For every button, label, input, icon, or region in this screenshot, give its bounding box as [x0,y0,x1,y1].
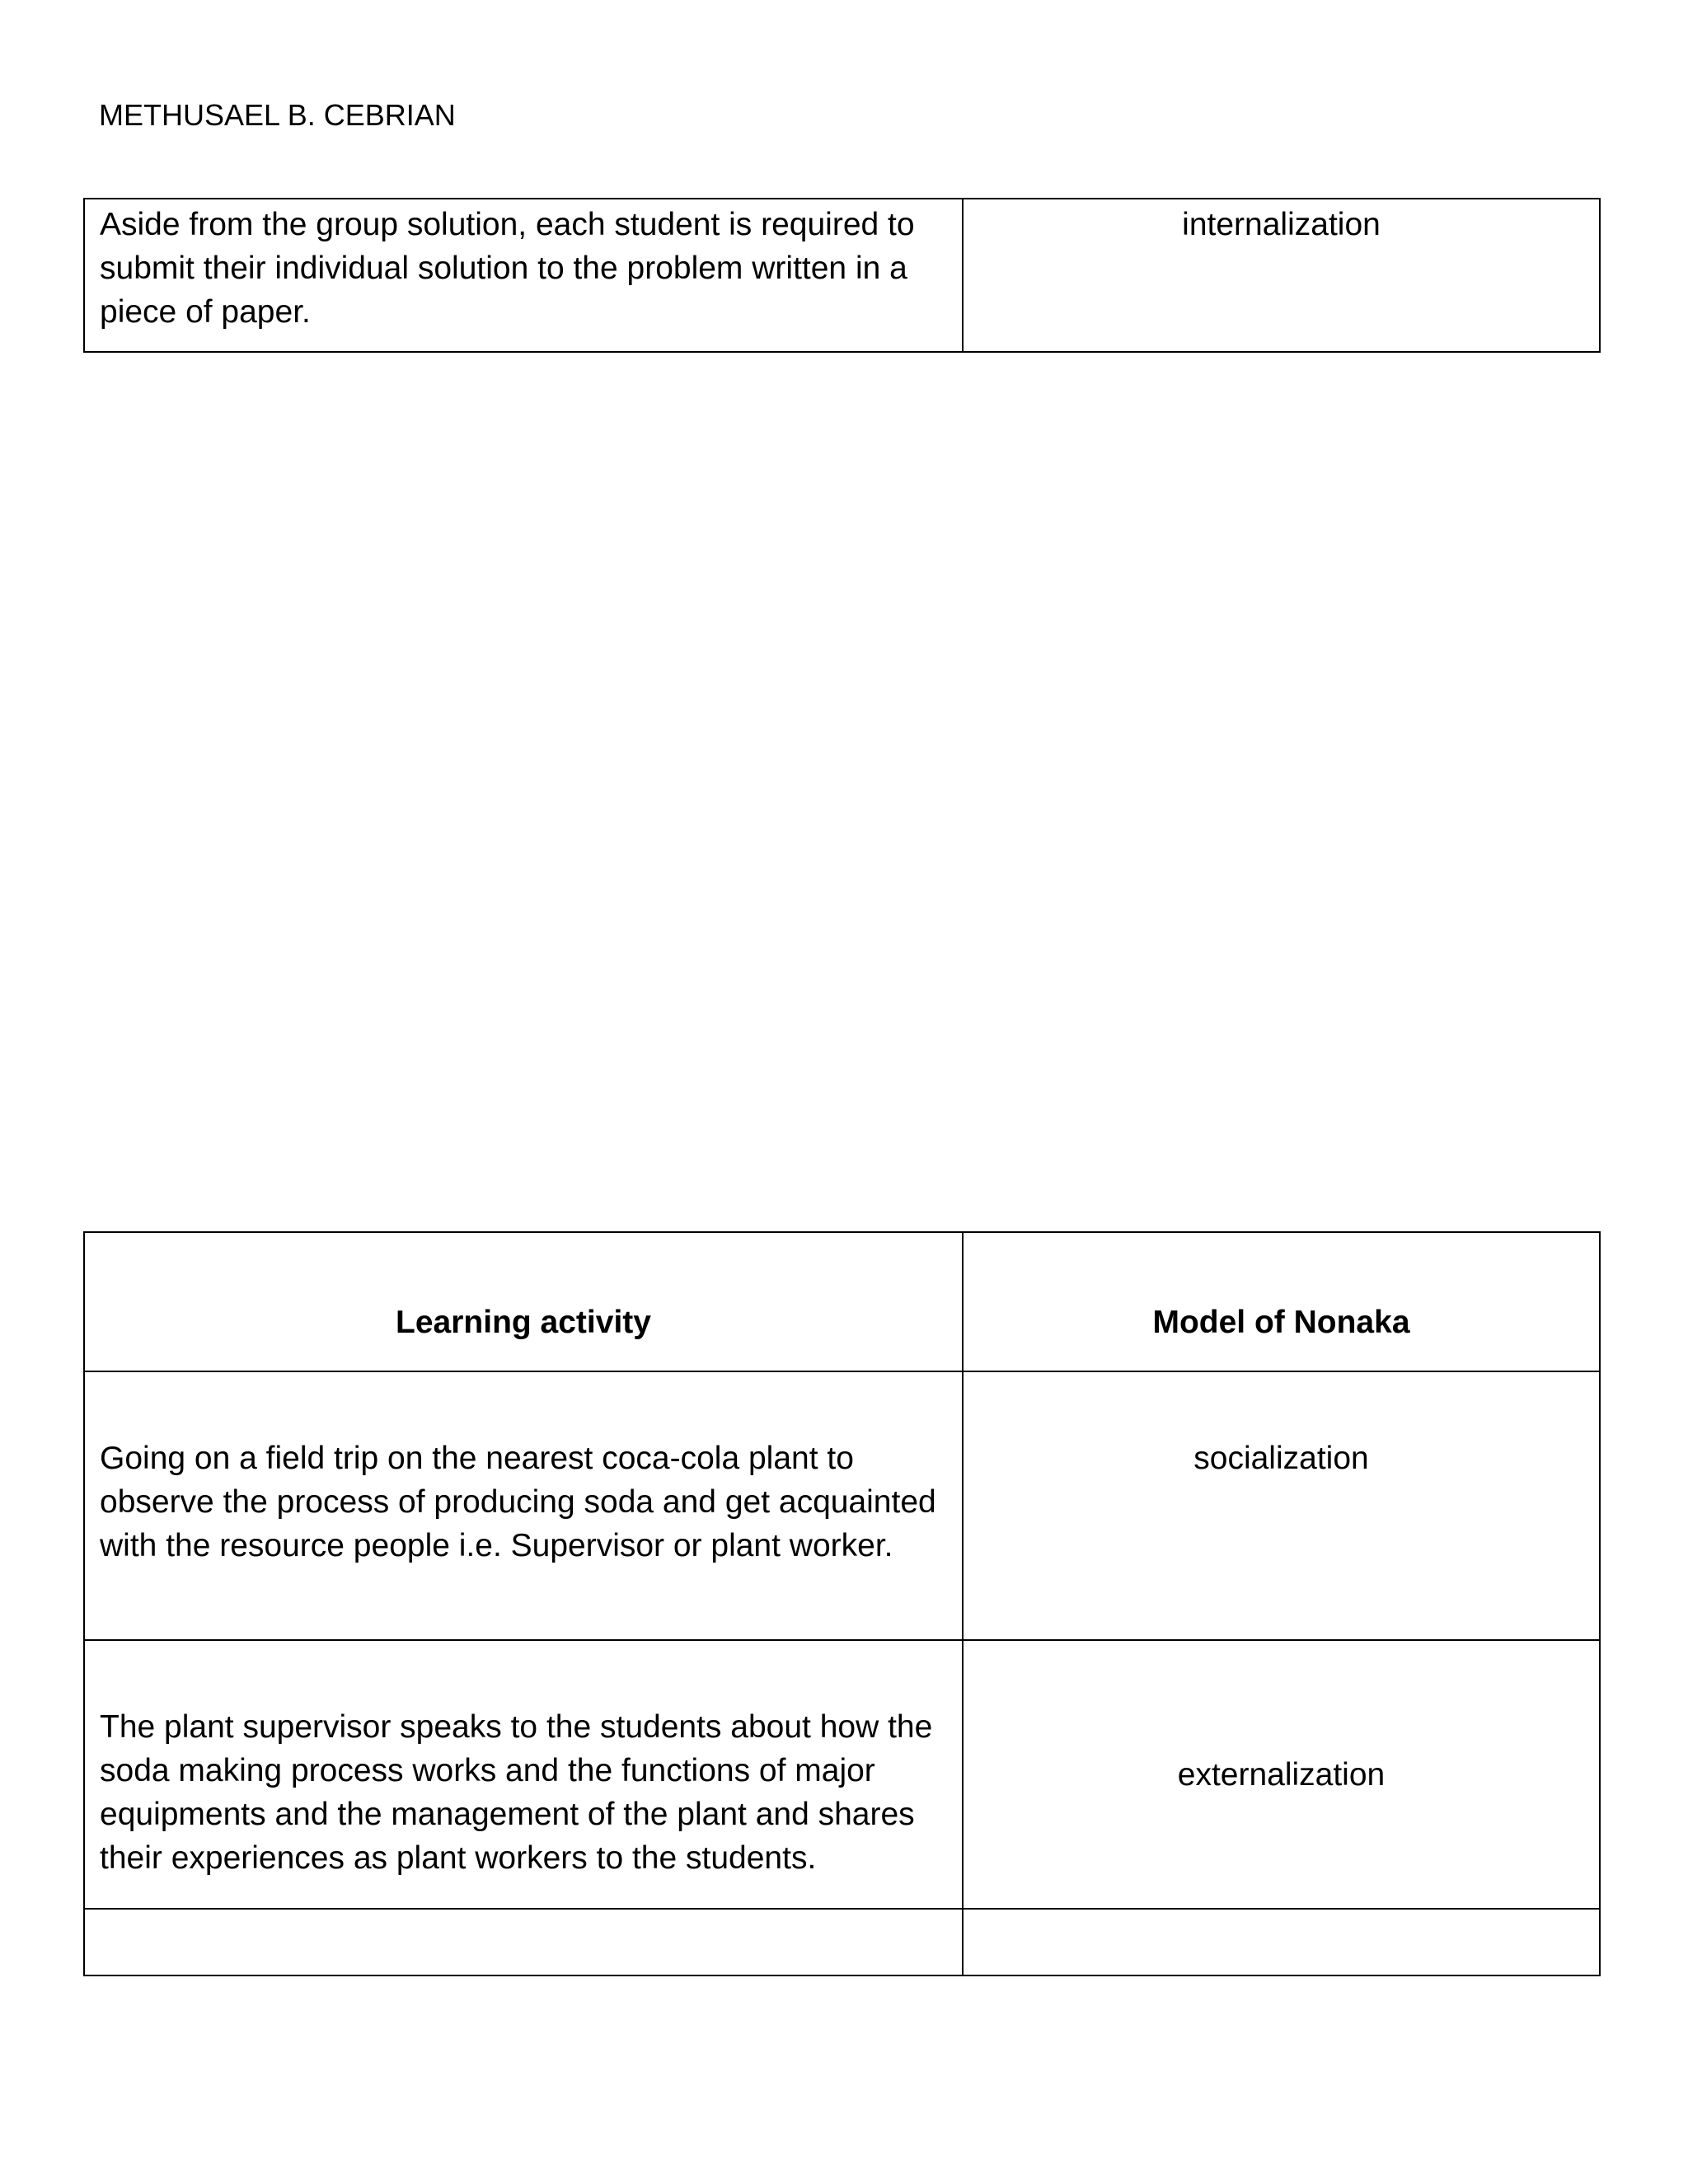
activity-cell: The plant supervisor speaks to the students about how the soda making process works and the functions of major equipments and the management of the plant and shares their experiences as plant workers to the students. [84,1640,963,1909]
activity-cell [84,1909,963,1975]
table-row [84,1640,1600,1909]
model-cell: externalization [963,1640,1600,1909]
table-row [84,199,1600,352]
model-cell: internalization [963,199,1600,352]
header-model-of-nonaka: Model of Nonaka [963,1232,1600,1371]
author-name: METHUSAEL B. CEBRIAN [99,98,456,132]
activity-model-table [83,1231,1601,1976]
table-header-row [84,1232,1600,1371]
activity-table-continued [83,198,1601,353]
activity-cell: Going on a field trip on the nearest coca-cola plant to observe the process of producing soda and get acquainted with the resource people i.e. Supervisor or plant worker. [84,1371,963,1640]
table-row [84,1371,1600,1640]
activity-cell: Aside from the group solution, each student is required to submit their individual solution to the problem written in a piece of paper. [84,199,963,352]
model-cell: socialization [963,1371,1600,1640]
table-row-empty [84,1909,1600,1975]
model-cell [963,1909,1600,1975]
header-learning-activity: Learning activity [84,1232,963,1371]
